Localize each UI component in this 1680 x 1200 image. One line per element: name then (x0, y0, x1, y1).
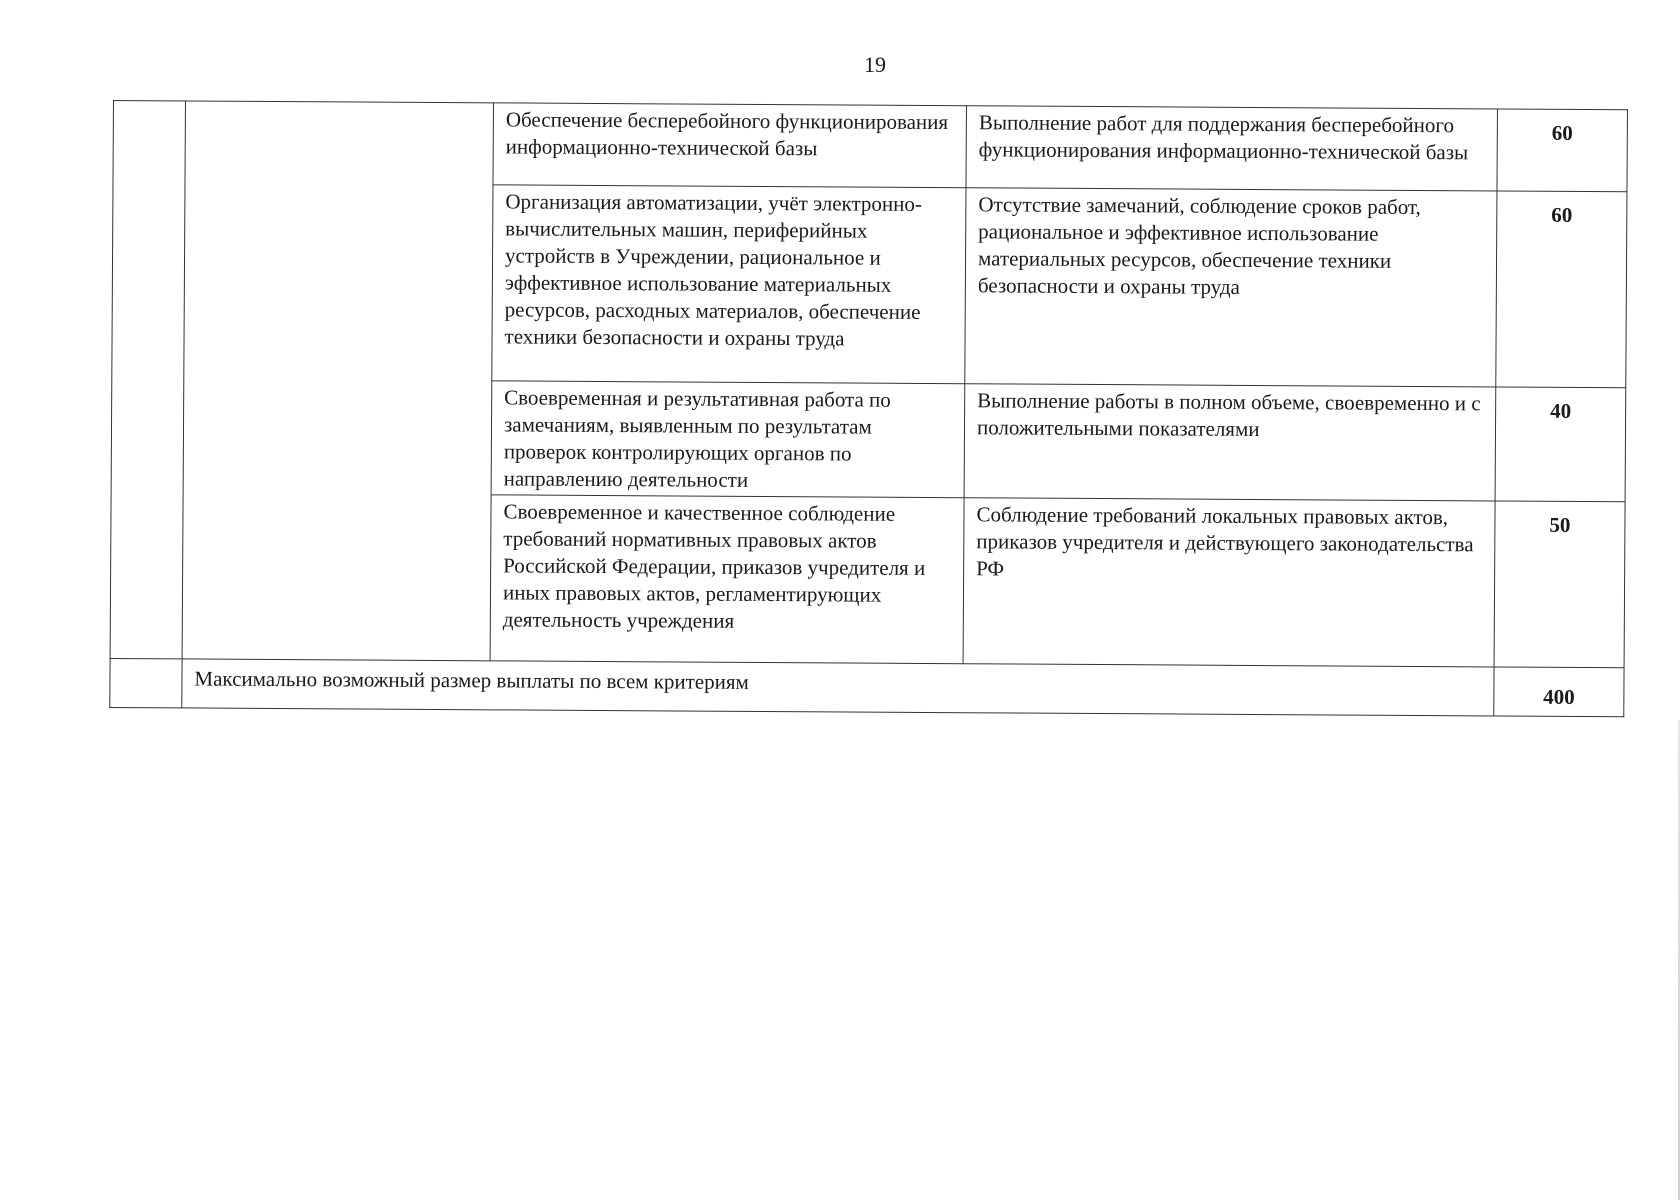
indicator-cell: Организация автоматизации, учёт электронно-вычислительных машин, периферийных устройств в Учреждении, рациональное и эффективное использование материальных ресурсов, расходных материалов, обеспечение техники безопасности и охраны труда (492, 185, 966, 384)
total-row (110, 658, 1624, 716)
score-cell: 40 (1495, 387, 1626, 502)
criterion-cell: Выполнение работы в полном объеме, своевременно и с положительными показателями (964, 384, 1496, 501)
page-number: 19 (864, 52, 886, 77)
indicator-cell: Обеспечение бесперебойного функционирования информационно-технической базы (493, 103, 966, 188)
criterion-cell: Отсутствие замечаний, соблюдение сроков работ, рациональное и эффективное использование материальных ресурсов, обеспечение техники безопасности и охраны труда (965, 188, 1497, 387)
total-number-cell (110, 658, 182, 707)
total-score: 400 (1494, 667, 1624, 717)
table-row (113, 101, 1627, 192)
total-label: Максимально возможный размер выплаты по всем критериям (182, 659, 1494, 716)
criteria-table (109, 100, 1628, 717)
indicator-cell: Своевременная и результативная работа по замечаниям, выявленным по результатам проверок контролирующих органов по направлению деятельности (491, 381, 965, 498)
score-cell: 60 (1497, 109, 1627, 192)
criterion-cell: Соблюдение требований локальных правовых актов, приказов учредителя и действующего законодательства РФ (963, 498, 1495, 667)
indicator-cell: Своевременное и качественное соблюдение требований нормативных правовых актов Российской Федерации, приказов учредителя и иных правовых актов, регламентирующих деятельность учреждения (490, 495, 964, 664)
number-cell (110, 101, 185, 659)
criterion-cell: Выполнение работ для поддержания бесперебойного функционирования информационно-технической базы (966, 106, 1497, 191)
position-cell (182, 101, 493, 661)
score-cell: 60 (1496, 191, 1627, 388)
score-cell: 50 (1494, 501, 1625, 668)
